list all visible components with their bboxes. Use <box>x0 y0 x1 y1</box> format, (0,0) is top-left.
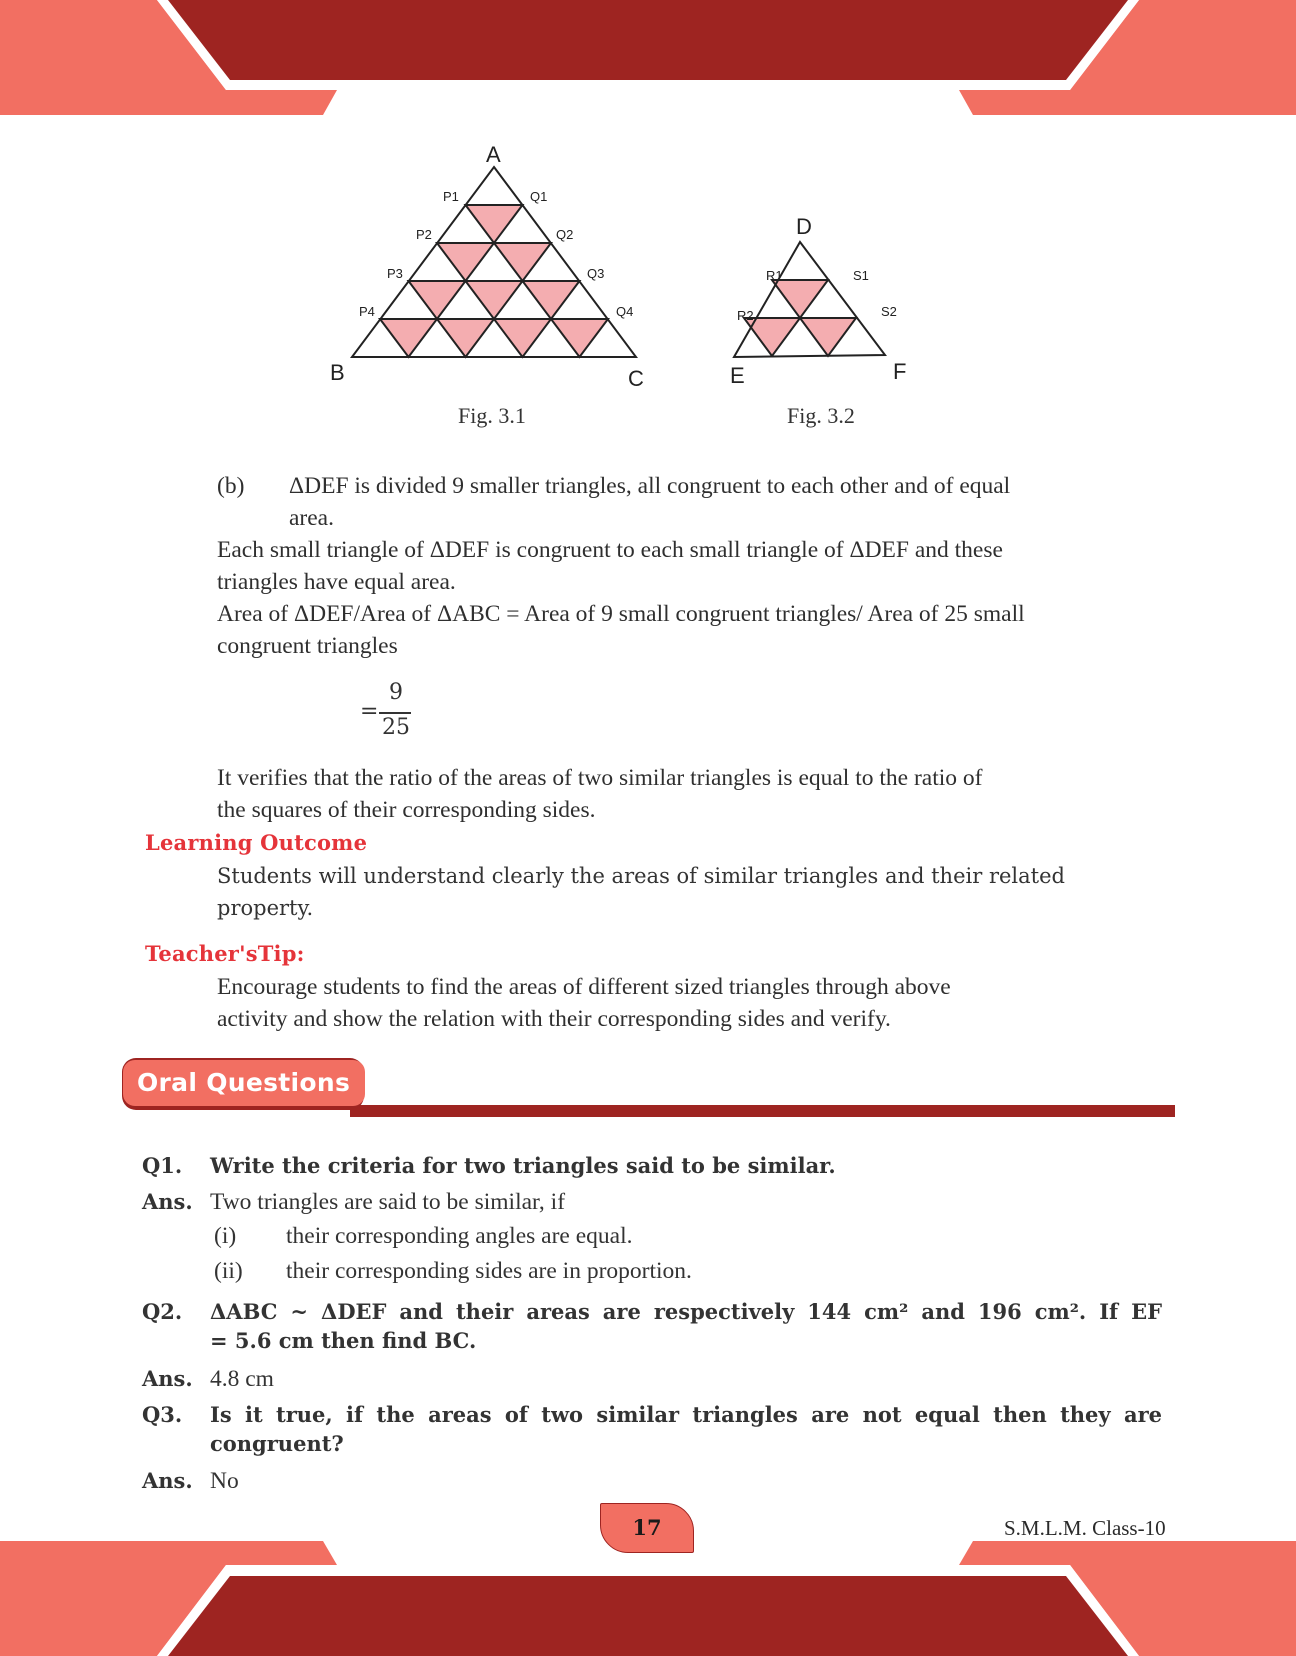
question-3-text-line2: congruent? <box>210 1431 344 1456</box>
svg-text:S1: S1 <box>853 268 869 283</box>
vertex-a-label: A <box>486 142 501 167</box>
page-number-badge: 17 <box>600 1503 694 1553</box>
part-b-para2-line1: Area of ΔDEF/Area of ΔABC = Area of 9 small congruent triangles/ Area of 25 small <box>217 601 1025 627</box>
teachers-tip-line2: activity and show the relation with their corresponding sides and verify. <box>217 1006 891 1032</box>
part-b-label: (b) <box>217 473 245 499</box>
answer-2 <box>142 1364 1162 1394</box>
svg-text:P1: P1 <box>443 189 459 204</box>
answer-1-item-ii-label: (ii) <box>214 1258 243 1284</box>
answer-2-label: Ans. <box>142 1366 193 1391</box>
conclusion-line2: the squares of their corresponding sides. <box>217 797 596 823</box>
svg-text:P4: P4 <box>359 304 375 319</box>
learning-outcome-line1: Students will understand clearly the areas of similar triangles and their related <box>217 864 1065 888</box>
header-banner <box>0 0 1296 115</box>
oral-questions-heading: Oral Questions <box>123 1060 365 1106</box>
svg-text:S2: S2 <box>881 304 897 319</box>
vertex-e-label: E <box>730 363 745 388</box>
figure-3-2-triangle-def <box>720 205 920 390</box>
answer-2-text: 4.8 cm <box>210 1366 274 1392</box>
vertex-d-label: D <box>796 214 812 239</box>
figure-3-2-caption: Fig. 3.2 <box>787 403 855 428</box>
svg-text:Q3: Q3 <box>587 266 605 281</box>
fraction-denominator: 25 <box>382 715 410 740</box>
footer-banner <box>0 1541 1296 1656</box>
teachers-tip-heading: Teacher'sTip: <box>145 941 305 966</box>
question-3-text-line1: Is it true, if the areas of two similar triangles are not equal then they are <box>210 1402 1162 1427</box>
svg-text:Q4: Q4 <box>616 304 634 319</box>
part-b-para1-line2: triangles have equal area. <box>217 569 456 595</box>
part-b-para2-line2: congruent triangles <box>217 633 398 659</box>
answer-1 <box>142 1187 1162 1217</box>
vertex-f-label: F <box>893 359 907 384</box>
svg-text:Q2: Q2 <box>556 227 574 242</box>
svg-text:R1: R1 <box>766 268 783 283</box>
question-1 <box>142 1151 1162 1181</box>
answer-1-label: Ans. <box>142 1189 193 1214</box>
fraction-bar <box>379 712 411 714</box>
conclusion-line1: It verifies that the ratio of the areas of two similar triangles is equal to the ratio of <box>217 765 983 791</box>
question-3-label: Q3. <box>142 1402 183 1427</box>
vertex-b-label: B <box>330 360 345 385</box>
svg-text:R2: R2 <box>737 308 754 323</box>
figure-3-1-caption: Fig. 3.1 <box>458 403 526 428</box>
oral-questions-rule <box>350 1105 1175 1117</box>
part-b-line1-cont: area. <box>289 505 334 531</box>
question-2-text-line2: = 5.6 cm then find BC. <box>210 1328 477 1353</box>
answer-3-text: No <box>210 1468 239 1494</box>
answer-3 <box>142 1466 1162 1496</box>
footer-book-label: S.M.L.M. Class-10 <box>1004 1516 1166 1540</box>
svg-text:Q1: Q1 <box>530 189 548 204</box>
answer-1-item-i-label: (i) <box>214 1223 237 1249</box>
answer-3-label: Ans. <box>142 1468 193 1493</box>
answer-1-item-i-text: their corresponding angles are equal. <box>286 1223 633 1249</box>
fraction-equals: = <box>360 699 379 724</box>
question-2 <box>142 1297 1162 1357</box>
question-1-text: Write the criteria for two triangles said to be similar. <box>210 1153 836 1178</box>
question-1-label: Q1. <box>142 1153 183 1178</box>
learning-outcome-line2: property. <box>217 896 314 920</box>
question-2-label: Q2. <box>142 1299 183 1324</box>
question-2-text-line1: ΔABC ~ ΔDEF and their areas are respectively 144 cm² and 196 cm². If EF <box>210 1299 1162 1324</box>
answer-1-text: Two triangles are said to be similar, if <box>210 1189 566 1215</box>
learning-outcome-heading: Learning Outcome <box>145 830 368 855</box>
vertex-c-label: C <box>628 366 644 390</box>
svg-text:P2: P2 <box>416 227 432 242</box>
part-b-para1-line1: Each small triangle of ΔDEF is congruent to each small triangle of ΔDEF and these <box>217 537 1003 563</box>
fraction-numerator: 9 <box>389 680 403 705</box>
svg-text:P3: P3 <box>387 266 403 281</box>
part-b-line1: ΔDEF is divided 9 smaller triangles, all congruent to each other and of equal <box>289 473 1011 499</box>
teachers-tip-line1: Encourage students to find the areas of different sized triangles through above <box>217 974 951 1000</box>
answer-1-item-ii-text: their corresponding sides are in proportion. <box>286 1258 692 1284</box>
figure-3-1-triangle-abc <box>330 140 650 390</box>
question-3 <box>142 1400 1162 1460</box>
